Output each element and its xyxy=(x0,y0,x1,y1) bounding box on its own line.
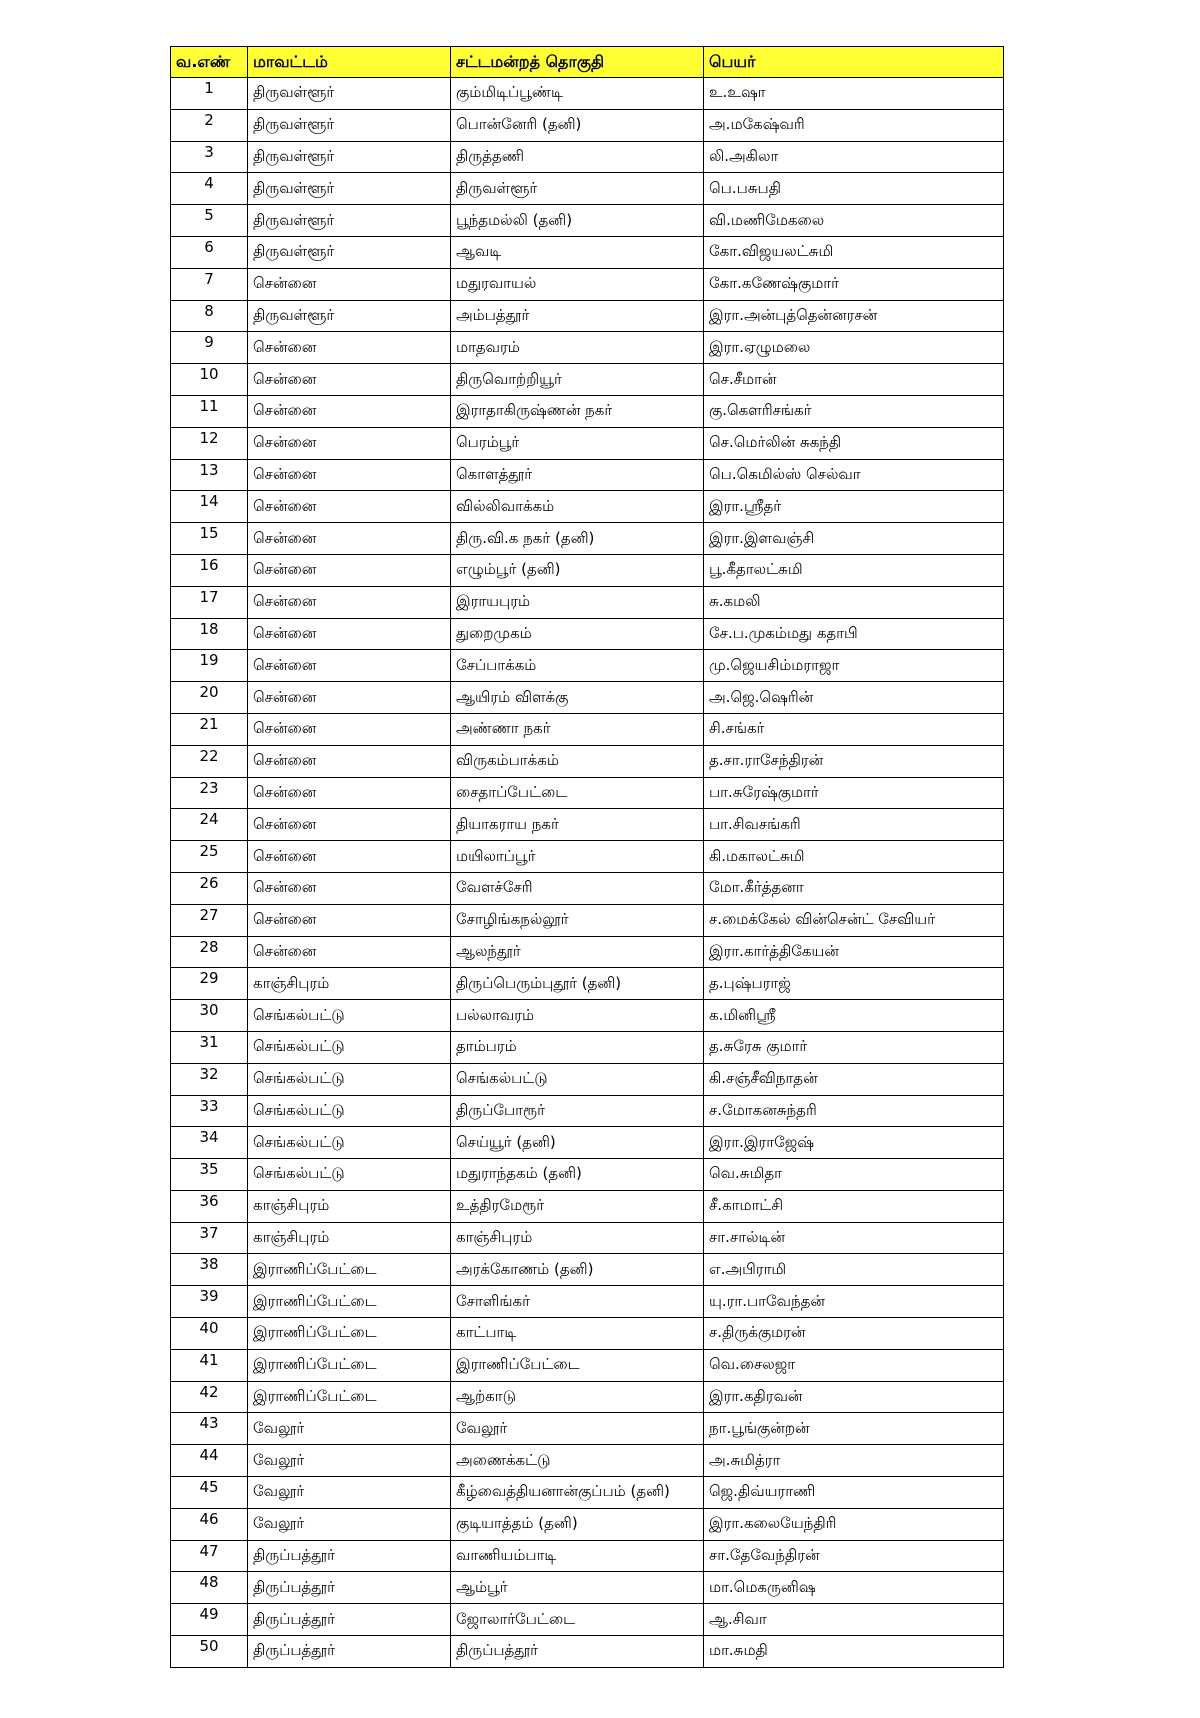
table-row xyxy=(171,1540,1004,1572)
cell-district: சென்னை xyxy=(248,904,451,936)
cell-constituency: திருத்தணி xyxy=(451,141,704,173)
cell-serial-number: 39 xyxy=(171,1286,248,1318)
cell-serial-number: 38 xyxy=(171,1254,248,1286)
cell-serial-number: 16 xyxy=(171,554,248,586)
cell-name: யு.ரா.பாவேந்தன் xyxy=(704,1286,1004,1318)
cell-name: இரா.அன்புத்தென்னரசன் xyxy=(704,300,1004,332)
table-row xyxy=(171,78,1004,110)
table-row xyxy=(171,236,1004,268)
cell-name: ஆ.சிவா xyxy=(704,1604,1004,1636)
cell-district: சென்னை xyxy=(248,809,451,841)
cell-constituency: சோழிங்கநல்லூர் xyxy=(451,904,704,936)
cell-constituency: செங்கல்பட்டு xyxy=(451,1063,704,1095)
cell-name: கோ.கணேஷ்குமார் xyxy=(704,268,1004,300)
cell-district: இராணிப்பேட்டை xyxy=(248,1381,451,1413)
table-row xyxy=(171,904,1004,936)
cell-district: திருவள்ளூர் xyxy=(248,141,451,173)
cell-district: சென்னை xyxy=(248,713,451,745)
cell-constituency: தாம்பரம் xyxy=(451,1031,704,1063)
cell-constituency: இராயபுரம் xyxy=(451,586,704,618)
cell-serial-number: 4 xyxy=(171,173,248,205)
table-row xyxy=(171,300,1004,332)
table-row xyxy=(171,1063,1004,1095)
cell-name: சீ.காமாட்சி xyxy=(704,1190,1004,1222)
cell-name: சே.ப.முகம்மது கதாபி xyxy=(704,618,1004,650)
cell-name: வெ.சுமிதா xyxy=(704,1159,1004,1191)
cell-serial-number: 47 xyxy=(171,1540,248,1572)
cell-constituency: விருகம்பாக்கம் xyxy=(451,745,704,777)
cell-constituency: ஆவடி xyxy=(451,236,704,268)
cell-serial-number: 12 xyxy=(171,427,248,459)
cell-serial-number: 46 xyxy=(171,1508,248,1540)
cell-constituency: வேலூர் xyxy=(451,1413,704,1445)
cell-serial-number: 2 xyxy=(171,109,248,141)
cell-district: சென்னை xyxy=(248,268,451,300)
cell-district: சென்னை xyxy=(248,618,451,650)
cell-constituency: ஆயிரம் விளக்கு xyxy=(451,682,704,714)
cell-district: சென்னை xyxy=(248,682,451,714)
cell-constituency: செய்யூர் (தனி) xyxy=(451,1127,704,1159)
cell-constituency: கொளத்தூர் xyxy=(451,459,704,491)
cell-name: வெ.சைலஜா xyxy=(704,1349,1004,1381)
cell-name: மா.சுமதி xyxy=(704,1636,1004,1668)
cell-name: இரா.கதிரவன் xyxy=(704,1381,1004,1413)
cell-district: வேலூர் xyxy=(248,1477,451,1509)
table-row xyxy=(171,1477,1004,1509)
cell-district: சென்னை xyxy=(248,872,451,904)
cell-serial-number: 32 xyxy=(171,1063,248,1095)
table-row xyxy=(171,1159,1004,1191)
cell-name: இரா.இளவஞ்சி xyxy=(704,523,1004,555)
cell-name: த.சுரேசு குமார் xyxy=(704,1031,1004,1063)
table-row xyxy=(171,1000,1004,1032)
cell-name: கி.சஞ்சீவிநாதன் xyxy=(704,1063,1004,1095)
cell-serial-number: 22 xyxy=(171,745,248,777)
cell-constituency: இராணிப்பேட்டை xyxy=(451,1349,704,1381)
cell-constituency: திருவொற்றியூர் xyxy=(451,364,704,396)
table-row xyxy=(171,1508,1004,1540)
cell-serial-number: 7 xyxy=(171,268,248,300)
cell-name: அ.மகேஷ்வரி xyxy=(704,109,1004,141)
cell-name: க.மினிஸ்ரீ xyxy=(704,1000,1004,1032)
cell-serial-number: 36 xyxy=(171,1190,248,1222)
cell-name: மா.மெகருனிஷ xyxy=(704,1572,1004,1604)
cell-district: திருவள்ளூர் xyxy=(248,300,451,332)
cell-district: திருவள்ளூர் xyxy=(248,236,451,268)
cell-name: சா.தேவேந்திரன் xyxy=(704,1540,1004,1572)
cell-constituency: பூந்தமல்லி (தனி) xyxy=(451,205,704,237)
table-row xyxy=(171,332,1004,364)
cell-district: செங்கல்பட்டு xyxy=(248,1000,451,1032)
table-row xyxy=(171,1286,1004,1318)
cell-district: வேலூர் xyxy=(248,1508,451,1540)
header-row xyxy=(171,47,1004,78)
table-row xyxy=(171,1445,1004,1477)
table-row xyxy=(171,1222,1004,1254)
cell-name: ஜெ.திவ்யராணி xyxy=(704,1477,1004,1509)
cell-constituency: சைதாப்பேட்டை xyxy=(451,777,704,809)
cell-name: கு.கௌரிசங்கர் xyxy=(704,395,1004,427)
cell-district: செங்கல்பட்டு xyxy=(248,1031,451,1063)
cell-serial-number: 25 xyxy=(171,841,248,873)
table-row xyxy=(171,872,1004,904)
cell-serial-number: 50 xyxy=(171,1636,248,1668)
cell-serial-number: 14 xyxy=(171,491,248,523)
cell-serial-number: 11 xyxy=(171,395,248,427)
table-row xyxy=(171,205,1004,237)
cell-serial-number: 15 xyxy=(171,523,248,555)
table-row xyxy=(171,841,1004,873)
cell-serial-number: 24 xyxy=(171,809,248,841)
cell-district: காஞ்சிபுரம் xyxy=(248,1190,451,1222)
cell-name: ச.மைக்கேல் வின்சென்ட் சேவியர் xyxy=(704,904,1004,936)
cell-name: த.புஷ்பராஜ் xyxy=(704,968,1004,1000)
cell-district: சென்னை xyxy=(248,554,451,586)
cell-district: சென்னை xyxy=(248,427,451,459)
cell-serial-number: 27 xyxy=(171,904,248,936)
cell-district: இராணிப்பேட்டை xyxy=(248,1286,451,1318)
cell-district: சென்னை xyxy=(248,650,451,682)
cell-constituency: மதுராந்தகம் (தனி) xyxy=(451,1159,704,1191)
cell-serial-number: 26 xyxy=(171,872,248,904)
header-serial-number: வ.எண் xyxy=(171,47,248,78)
table-row xyxy=(171,141,1004,173)
cell-serial-number: 28 xyxy=(171,936,248,968)
cell-constituency: இராதாகிருஷ்ணன் நகர் xyxy=(451,395,704,427)
cell-constituency: காட்பாடி xyxy=(451,1318,704,1350)
candidate-table xyxy=(170,46,1004,1668)
cell-district: சென்னை xyxy=(248,586,451,618)
cell-district: வேலூர் xyxy=(248,1413,451,1445)
table-row xyxy=(171,650,1004,682)
cell-name: பெ.பசுபதி xyxy=(704,173,1004,205)
table-row xyxy=(171,268,1004,300)
cell-name: கி.மகாலட்சுமி xyxy=(704,841,1004,873)
table-row xyxy=(171,1381,1004,1413)
cell-serial-number: 35 xyxy=(171,1159,248,1191)
table-row xyxy=(171,554,1004,586)
cell-name: சா.சால்டின் xyxy=(704,1222,1004,1254)
cell-serial-number: 30 xyxy=(171,1000,248,1032)
cell-serial-number: 40 xyxy=(171,1318,248,1350)
table-row xyxy=(171,1254,1004,1286)
cell-serial-number: 37 xyxy=(171,1222,248,1254)
cell-serial-number: 18 xyxy=(171,618,248,650)
cell-name: பூ.கீதாலட்சுமி xyxy=(704,554,1004,586)
cell-district: இராணிப்பேட்டை xyxy=(248,1318,451,1350)
cell-constituency: திருப்பத்தூர் xyxy=(451,1636,704,1668)
header-name: பெயர் xyxy=(704,47,1004,78)
table-row xyxy=(171,713,1004,745)
cell-name: ச.மோகனசுந்தரி xyxy=(704,1095,1004,1127)
table-row xyxy=(171,1349,1004,1381)
table-body xyxy=(171,78,1004,1668)
cell-name: இரா.ஏழுமலை xyxy=(704,332,1004,364)
cell-serial-number: 17 xyxy=(171,586,248,618)
cell-constituency: கும்மிடிப்பூண்டி xyxy=(451,78,704,110)
cell-constituency: எழும்பூர் (தனி) xyxy=(451,554,704,586)
header-district: மாவட்டம் xyxy=(248,47,451,78)
cell-district: சென்னை xyxy=(248,523,451,555)
cell-serial-number: 41 xyxy=(171,1349,248,1381)
cell-district: சென்னை xyxy=(248,459,451,491)
cell-serial-number: 49 xyxy=(171,1604,248,1636)
cell-constituency: உத்திரமேரூர் xyxy=(451,1190,704,1222)
cell-serial-number: 19 xyxy=(171,650,248,682)
table-row xyxy=(171,459,1004,491)
cell-constituency: மதுரவாயல் xyxy=(451,268,704,300)
table-row xyxy=(171,173,1004,205)
cell-constituency: திருப்போரூர் xyxy=(451,1095,704,1127)
cell-constituency: அரக்கோணம் (தனி) xyxy=(451,1254,704,1286)
cell-district: சென்னை xyxy=(248,364,451,396)
cell-constituency: மாதவரம் xyxy=(451,332,704,364)
cell-name: மு.ஜெயசிம்மராஜா xyxy=(704,650,1004,682)
cell-name: லி.அகிலா xyxy=(704,141,1004,173)
cell-serial-number: 42 xyxy=(171,1381,248,1413)
cell-constituency: வில்லிவாக்கம் xyxy=(451,491,704,523)
cell-constituency: அம்பத்தூர் xyxy=(451,300,704,332)
cell-constituency: வாணியம்பாடி xyxy=(451,1540,704,1572)
cell-name: செ.மெர்லின் சுகந்தி xyxy=(704,427,1004,459)
cell-serial-number: 10 xyxy=(171,364,248,396)
table-row xyxy=(171,968,1004,1000)
cell-serial-number: 45 xyxy=(171,1477,248,1509)
cell-district: சென்னை xyxy=(248,841,451,873)
cell-constituency: சோளிங்கர் xyxy=(451,1286,704,1318)
cell-serial-number: 48 xyxy=(171,1572,248,1604)
cell-name: ச.திருக்குமரன் xyxy=(704,1318,1004,1350)
cell-district: செங்கல்பட்டு xyxy=(248,1095,451,1127)
table-row xyxy=(171,1636,1004,1668)
cell-district: திருவள்ளூர் xyxy=(248,205,451,237)
cell-name: பெ.கெமில்ஸ் செல்வா xyxy=(704,459,1004,491)
cell-constituency: வேளச்சேரி xyxy=(451,872,704,904)
table-row xyxy=(171,1572,1004,1604)
cell-district: இராணிப்பேட்டை xyxy=(248,1349,451,1381)
cell-constituency: சேப்பாக்கம் xyxy=(451,650,704,682)
cell-serial-number: 8 xyxy=(171,300,248,332)
table-row xyxy=(171,523,1004,555)
table-row xyxy=(171,427,1004,459)
cell-serial-number: 5 xyxy=(171,205,248,237)
cell-district: செங்கல்பட்டு xyxy=(248,1159,451,1191)
cell-constituency: திருப்பெரும்புதூர் (தனி) xyxy=(451,968,704,1000)
table-row xyxy=(171,364,1004,396)
cell-district: திருவள்ளூர் xyxy=(248,109,451,141)
header-constituency: சட்டமன்றத் தொகுதி xyxy=(451,47,704,78)
table-row xyxy=(171,1190,1004,1222)
cell-name: அ.சுமித்ரா xyxy=(704,1445,1004,1477)
cell-name: பா.சுரேஷ்குமார் xyxy=(704,777,1004,809)
cell-district: செங்கல்பட்டு xyxy=(248,1063,451,1095)
cell-constituency: கீழ்வைத்தியனான்குப்பம் (தனி) xyxy=(451,1477,704,1509)
cell-name: சு.கமலி xyxy=(704,586,1004,618)
table-row xyxy=(171,491,1004,523)
cell-serial-number: 3 xyxy=(171,141,248,173)
cell-serial-number: 1 xyxy=(171,78,248,110)
cell-district: வேலூர் xyxy=(248,1445,451,1477)
cell-district: திருப்பத்தூர் xyxy=(248,1540,451,1572)
cell-district: சென்னை xyxy=(248,395,451,427)
cell-district: திருப்பத்தூர் xyxy=(248,1636,451,1668)
cell-name: எ.அபிராமி xyxy=(704,1254,1004,1286)
cell-serial-number: 31 xyxy=(171,1031,248,1063)
cell-constituency: திருவள்ளூர் xyxy=(451,173,704,205)
cell-serial-number: 6 xyxy=(171,236,248,268)
cell-serial-number: 23 xyxy=(171,777,248,809)
table-row xyxy=(171,1031,1004,1063)
cell-constituency: திரு.வி.க நகர் (தனி) xyxy=(451,523,704,555)
table-row xyxy=(171,936,1004,968)
cell-name: உ.உஷா xyxy=(704,78,1004,110)
cell-name: மோ.கீர்த்தனா xyxy=(704,872,1004,904)
cell-district: காஞ்சிபுரம் xyxy=(248,968,451,1000)
cell-constituency: குடியாத்தம் (தனி) xyxy=(451,1508,704,1540)
cell-name: பா.சிவசங்கரி xyxy=(704,809,1004,841)
table-row xyxy=(171,618,1004,650)
cell-name: இரா.ஸ்ரீதர் xyxy=(704,491,1004,523)
cell-serial-number: 9 xyxy=(171,332,248,364)
cell-district: திருப்பத்தூர் xyxy=(248,1604,451,1636)
cell-constituency: ஜோலார்பேட்டை xyxy=(451,1604,704,1636)
table-row xyxy=(171,586,1004,618)
cell-name: வி.மணிமேகலை xyxy=(704,205,1004,237)
cell-district: சென்னை xyxy=(248,491,451,523)
cell-district: செங்கல்பட்டு xyxy=(248,1127,451,1159)
cell-serial-number: 21 xyxy=(171,713,248,745)
table-row xyxy=(171,395,1004,427)
cell-name: செ.சீமான் xyxy=(704,364,1004,396)
cell-constituency: பல்லாவரம் xyxy=(451,1000,704,1032)
cell-name: சி.சங்கர் xyxy=(704,713,1004,745)
cell-constituency: ஆலந்தூர் xyxy=(451,936,704,968)
cell-serial-number: 29 xyxy=(171,968,248,1000)
table-row xyxy=(171,1604,1004,1636)
cell-district: சென்னை xyxy=(248,936,451,968)
table-row xyxy=(171,1095,1004,1127)
cell-serial-number: 44 xyxy=(171,1445,248,1477)
cell-name: இரா.கார்த்திகேயன் xyxy=(704,936,1004,968)
table-row xyxy=(171,809,1004,841)
table-row xyxy=(171,1413,1004,1445)
cell-district: காஞ்சிபுரம் xyxy=(248,1222,451,1254)
cell-constituency: காஞ்சிபுரம் xyxy=(451,1222,704,1254)
cell-serial-number: 20 xyxy=(171,682,248,714)
cell-serial-number: 43 xyxy=(171,1413,248,1445)
cell-name: நா.பூங்குன்றன் xyxy=(704,1413,1004,1445)
table-row xyxy=(171,1318,1004,1350)
cell-constituency: அணைக்கட்டு xyxy=(451,1445,704,1477)
cell-district: சென்னை xyxy=(248,332,451,364)
cell-constituency: பெரம்பூர் xyxy=(451,427,704,459)
cell-name: கோ.விஜயலட்சுமி xyxy=(704,236,1004,268)
cell-name: த.சா.ராசேந்திரன் xyxy=(704,745,1004,777)
cell-name: இரா.கலையேந்திரி xyxy=(704,1508,1004,1540)
cell-district: சென்னை xyxy=(248,777,451,809)
cell-name: அ.ஜெ.ஷெரின் xyxy=(704,682,1004,714)
cell-constituency: ஆற்காடு xyxy=(451,1381,704,1413)
table-row xyxy=(171,1127,1004,1159)
cell-district: திருவள்ளூர் xyxy=(248,78,451,110)
table-row xyxy=(171,777,1004,809)
table-row xyxy=(171,745,1004,777)
cell-district: திருப்பத்தூர் xyxy=(248,1572,451,1604)
cell-constituency: ஆம்பூர் xyxy=(451,1572,704,1604)
cell-constituency: பொன்னேரி (தனி) xyxy=(451,109,704,141)
cell-serial-number: 34 xyxy=(171,1127,248,1159)
cell-district: இராணிப்பேட்டை xyxy=(248,1254,451,1286)
cell-district: சென்னை xyxy=(248,745,451,777)
cell-constituency: அண்ணா நகர் xyxy=(451,713,704,745)
cell-serial-number: 13 xyxy=(171,459,248,491)
cell-district: திருவள்ளூர் xyxy=(248,173,451,205)
cell-serial-number: 33 xyxy=(171,1095,248,1127)
table-row xyxy=(171,682,1004,714)
cell-name: இரா.இராஜேஷ் xyxy=(704,1127,1004,1159)
cell-constituency: துறைமுகம் xyxy=(451,618,704,650)
cell-constituency: மயிலாப்பூர் xyxy=(451,841,704,873)
table-row xyxy=(171,109,1004,141)
cell-constituency: தியாகராய நகர் xyxy=(451,809,704,841)
